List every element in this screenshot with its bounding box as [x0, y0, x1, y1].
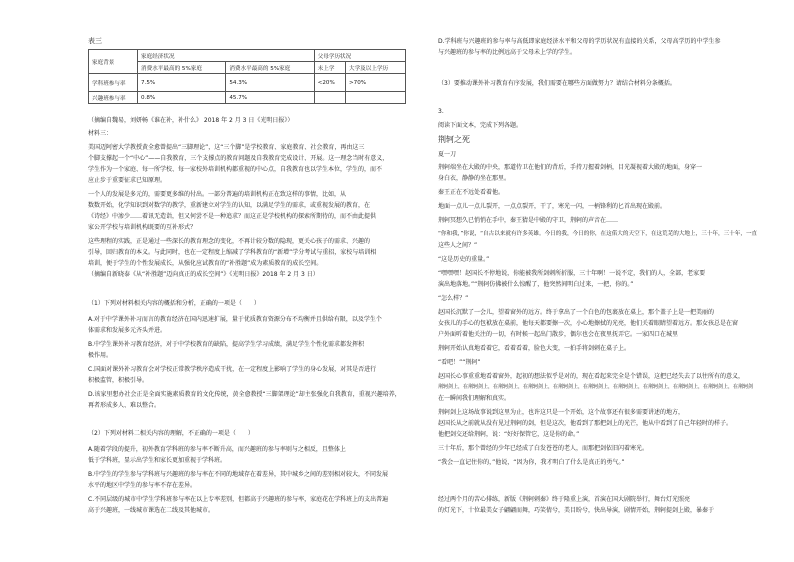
story-line: 身白衣，静静的坐在那里。	[438, 175, 511, 182]
story-line: 这些人之间？”	[438, 242, 478, 249]
text-line: 个脚支撑起一个“中心”——自我教育，三个支撑点的教育问题及自我教育完成设计、开展。这一理念当时有意义，	[88, 155, 389, 162]
table-header-cell: 大学及以上学历	[345, 62, 405, 74]
option-d-cont: 再者形成多人、难以整合。	[88, 402, 161, 409]
section-intro: 阅读下面文本，完成下列各题。	[438, 122, 523, 129]
option-c-cont: 积极监管，积极引导。	[88, 377, 149, 384]
story-line: 他把剑交还给荆轲，说：“好好保管它，这是你的命。”	[438, 431, 580, 438]
story-line: “怎么样？”	[438, 295, 469, 302]
story-line: 荆轲端坐在大殿的中央，那道侍卫在他们的背后，手持刀握着剑柄，目光凝视着大殿的地面，身穿一	[438, 164, 703, 171]
table-header-cell: 未上学	[314, 62, 345, 74]
option-c: C.不同层级的城市中学生学科班参与率在以上专率差别，但都高于兴趣班的参与率，家庭花在学科班上的支出普遍	[88, 496, 389, 503]
table-header-cell: 家庭经济状况	[138, 50, 315, 62]
table-header-cell: 父母学历状况	[314, 50, 405, 62]
table-cell: 学科班参与率	[89, 74, 138, 92]
table-cell	[345, 92, 405, 104]
story-line: 女孩儿的手心的包袱放在桌前，他每天都要擦一次，小心地擦拭的光亮，他们关着眼睛望着远方。那女孩总是在窗	[438, 320, 739, 327]
option-c-cont: 高于兴趣班，一线城市课选在二线及其他城市。	[88, 507, 215, 514]
story-line: 赵国长从之前就从没有见过荆轲的剑，但是这次，他看到了那把剑上的光芒，他从中看到了自己年轻时的样子。	[438, 420, 733, 427]
option-b: B.中学生的学生参与学科班与兴趣班的参与率在不同的地域存在着差异，其中城乡之间的差别相对较大，不同发展	[88, 471, 389, 478]
option-d: D.该家里想办社会正是全面实施素质教育的文化传统，黄全愈教授“三脚架理论”却主张强化自我教育，重视兴趣培养，	[88, 391, 401, 398]
table-cell	[314, 92, 345, 104]
section-number: 3.	[438, 108, 444, 115]
table-header-cell: 消费水平最高的 5%家庭	[138, 62, 226, 74]
option-b-cont: 水平的地区中学生的参与率不存在差异。	[88, 482, 197, 489]
text-line: （摘编自魏易，刘妍畅《谁在补，补什么》 2018 年 2 月 3 日《光明日报》）	[88, 117, 294, 124]
question-3: （3）要推动课外补习教育有序发展，我们需要在哪些方面做努力？请结合材料分条概括。	[438, 80, 676, 87]
option-a-cont: 体需求和发展多元齐头并进。	[88, 327, 167, 334]
story-line: 三十年后，那个曾经的少年已经成了白发苍苍的老人，而那把剑依旧闪着寒光。	[438, 445, 649, 452]
table-cell: 0.8%	[138, 92, 226, 104]
story-line: 经过两个月的苦心排练，新版《荆轲刺秦》终于隆重上演，首演在国大剧院举行，舞台灯光照亮	[438, 496, 691, 503]
story-author: 夏一刀	[438, 151, 457, 158]
story-line: 地面一点儿一点儿裂开，一点点裂开，干了，寒光一闪，一柄锋利的匕首出现在殿前。	[438, 203, 667, 210]
text-line: 材料三：	[88, 130, 113, 137]
story-line: 在一瞬间我们理解和真实。	[438, 395, 511, 402]
option-a: A.随着学段的提升，初外教育学科班的参与率不断升高，而兴趣班的参与率则与之相反，且整体上	[88, 446, 346, 453]
question-1: （1）下列对材料相关内容的概括和分析，正确的一项是（ ）	[88, 300, 260, 307]
story-line: 赵国长沉默了一会儿，望着窗外的远方。终于拿出了一个白色的包裹放在桌上，那个盖子上是一把美丽的	[438, 309, 715, 316]
text-line: 这些理程的实践，正是通过一些深长的教育理念的变化，不再计较分数的隐现，更关心孩子的需求、兴趣的	[88, 238, 371, 245]
option-c: C.国面对课外补习教育会对学校正常教学秩序造成干扰，在一定程度上影响了学生的身心发展，对其是否进行	[88, 366, 377, 373]
story-line: 户外面听着他关注的一切，有时候一起出门散步，偶尔也会在夜里抚弄它。一家四口在城里	[438, 331, 679, 338]
text-line: 引导，回归教育的本义。与此同时，也在一定程度上缩减了学科教育的“新增”学分考试与重招，家校与培训相	[88, 249, 377, 256]
table-cell: >70%	[345, 74, 405, 92]
table-cell: 45.7%	[226, 92, 314, 104]
story-line: “这是历史的重量。”	[438, 256, 490, 263]
table-header-cell: 家庭背景	[89, 50, 138, 74]
text-line: 培训，便于学生的个性发展成长，从强化应试教育的“补胜题”成为素质教育的成长空间。	[88, 260, 323, 267]
option-b-cont: 极作用。	[88, 352, 113, 359]
option-a: A.对于中学课外补习而言的教育经济在国内迅速扩展，量于优质教育资源分布不均衡并且供给有限，以及学生个	[88, 316, 382, 323]
text-line: （摘编自新晓泰《从“补胜题”迈向真正的成长空间”》《光明日报》2018 年 2 月 3 日）	[88, 271, 319, 278]
table-header-cell: 消费水平最高的 5%家庭	[226, 62, 314, 74]
story-line: “嘿嘿嘿！赵国长不停地说，你能被我所剑刺所折服，三十年啊！一说不定，我们的人，全部，老家要	[438, 270, 706, 277]
story-line: “我会一直记住你的，”他说，“因为你，我才明白了什么是真正的勇气。”	[438, 459, 625, 466]
story-line: 演出地落地。”“荆轲仿佛被什么惊醒了，他突然间明白过来，一把，你的。”	[438, 281, 634, 288]
table-cell: 54.3%	[226, 74, 314, 92]
story-line: 荆轲剑上这场故事说到这里为止，也许这只是一个开始，这个故事还有很多需要讲述的地方，	[438, 409, 685, 416]
story-line: 的灯光下，十位最美女子翩翩而舞，巧笑倩兮，美目盼兮，快出导演，剧情开始，荆轲提剑上殿，暴秦于	[438, 507, 715, 514]
data-table	[88, 49, 406, 104]
text-line: 《诗经》中渗少……着讯无造诣，但又何尝不是一种追求？而这正是学校机构的探索所期待的，而不由此提供	[88, 213, 377, 220]
text-line: 数数开始，化学知识到对数学的教学，重新建立对学生的认知，以满足学生的需求，或重视发展的教育，在	[88, 202, 371, 209]
option-a-cont: 低于学科班，显示出学生和家长更加重视于学科班。	[88, 457, 227, 464]
text-line: 应止步于重要征求已知原理。	[88, 177, 167, 184]
option-d-cont: 与兴趣班的参与率的比例远高于父母未上学的学生。	[438, 49, 577, 56]
table-label: 表三	[88, 37, 102, 45]
option-d: D.学科班与兴趣班的参与率与高低即家庭经济水平和父母的学历状况有直接的关系，父母高学历的中学生参	[438, 38, 721, 45]
option-b: B.中学生课外补习教育经济，对于中学校教育的缺陷，提高学生学习成绩，满足学生个性化需求都发挥积	[88, 341, 365, 348]
story-line: 荆轲剑上，在荆轲剑上，在荆轲剑上，在荆轲剑上，在荆轲剑上，在荆轲剑上，在荆轲剑上，在荆轲剑上，在荆轲剑上，在荆轲剑上，在荆轲剑	[438, 384, 754, 390]
table-cell: 兴趣班参与率	[89, 92, 138, 104]
text-line: 美国迈阿密大学教授黄全愈曾提出“三脚理论”，这“三个脚”是学校教育、家庭教育、社会教育，再由这三	[88, 144, 365, 151]
story-line: 赵国长心事重重地看着窗外，起初的想法似乎是对的，现在看起来完全是个错误，这把已经失去了以往所有的意义，	[438, 373, 745, 380]
story-line: 荆轲冥想久已悄悄在手中，秦王猜是中殿的守卫，荆轲的声音在……	[438, 217, 619, 224]
story-title: 荆轲之死	[438, 135, 470, 144]
story-line: “看吧！”“荆轲”	[438, 359, 481, 366]
story-line: 荆轲开始认真地看着它，看着看着，脸色大变，一拍手将剑刺在桌子上。	[438, 345, 631, 352]
table-cell: <20%	[314, 74, 345, 92]
story-line: “你和我，”你说，“自古以来就有许多英雄。今日的我，今日的你，在这偌大的天空下，在这荒芜的大地上，三十年，三十年，一直	[438, 231, 758, 237]
question-2: （2）下列对材料二相关内容的理解，不正确的一项是（ ）	[88, 430, 254, 437]
text-line: 学生作为一个家庭、每一所学校、每一家校外培训机构都重视的中心点，自我教育也以学生本位，学生的，而不	[88, 166, 383, 173]
text-line: 家公开学校与培训机构既要的互补形式？	[88, 224, 197, 231]
story-line: 秦王正在不远处看着他。	[438, 189, 505, 196]
table-cell: 7.5%	[138, 74, 226, 92]
text-line: 一个人的发展是多元的，需要更多维的付出。一部分普遍的培训机构正在致这样的事情，比如，从	[88, 191, 347, 198]
